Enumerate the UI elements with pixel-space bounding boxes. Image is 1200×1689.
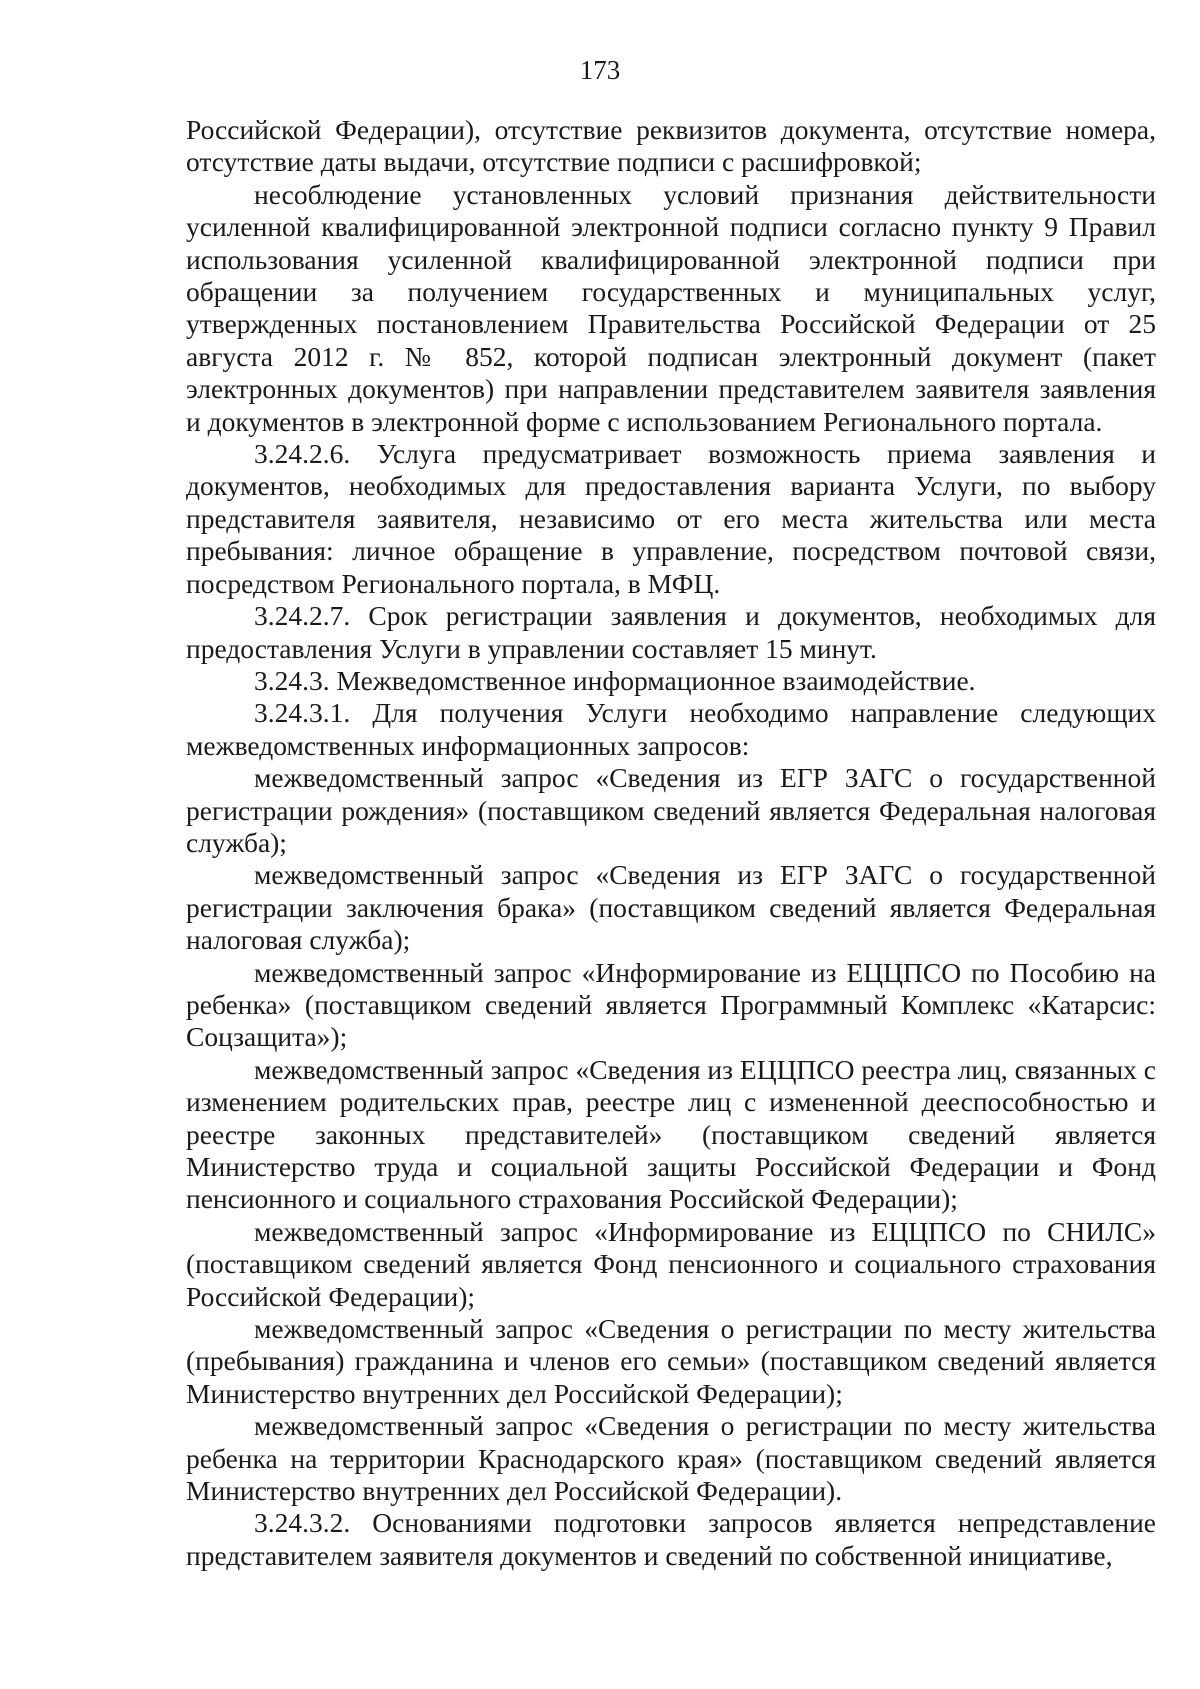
paragraph: межведомственный запрос «Информирование из ЕЦЦПСО по СНИЛС» (поставщиком сведений является Фонд пенсионного и социального страхования Российской Федерации); — [186, 1215, 1156, 1312]
paragraph: межведомственный запрос «Сведения из ЕЦЦПСО реестра лиц, связанных с изменением родительских прав, реестре лиц с измененной дееспособностью и реестре законных представителей» (поставщиком сведений является Министерство труда и социальной защиты Российской Федерации и Фонд пенсионного и социального страхования Российской Федерации); — [186, 1053, 1156, 1215]
paragraph: 3.24.3.1. Для получения Услуги необходимо направление следующих межведомственных информационных запросов: — [186, 697, 1156, 761]
paragraph: межведомственный запрос «Информирование из ЕЦЦПСО по Пособию на ребенка» (поставщиком сведений является Программный Комплекс «Катарсис: Соцзащита»); — [186, 956, 1156, 1053]
paragraph: межведомственный запрос «Сведения из ЕГР ЗАГС о государственной регистрации заключения брака» (поставщиком сведений является Федеральная налоговая служба); — [186, 859, 1156, 956]
paragraph: несоблюдение установленных условий признания действительности усиленной квалифицированной электронной подписи согласно пункту 9 Правил использования усиленной квалифицированной электронной подписи при обращении за получением государственных и муниципальных услуг, утвержденных постановлением Правительства Российской Федерации от 25 августа 2012 г. № 852, которой подписан электронный документ (пакет электронных документов) при направлении представителем заявителя заявления и документов в электронной форме с использованием Регионального портала. — [186, 178, 1156, 437]
paragraph: Российской Федерации), отсутствие реквизитов документа, отсутствие номера, отсутствие даты выдачи, отсутствие подписи с расшифровкой; — [186, 114, 1156, 178]
paragraph: 3.24.3.2. Основаниями подготовки запросов является непредставление представителем заявителя документов и сведений по собственной инициативе, — [186, 1507, 1156, 1571]
paragraph: межведомственный запрос «Сведения о регистрации по месту жительства ребенка на территории Краснодарского края» (поставщиком сведений является Министерство внутренних дел Российской Федерации). — [186, 1410, 1156, 1507]
page-number: 173 — [579, 55, 621, 85]
paragraph: 3.24.3. Межведомственное информационное взаимодействие. — [254, 664, 976, 696]
document-body — [186, 114, 1156, 1572]
paragraph: межведомственный запрос «Сведения из ЕГР ЗАГС о государственной регистрации рождения» (поставщиком сведений является Федеральная налоговая служба); — [186, 762, 1156, 858]
paragraph: 3.24.2.7. Срок регистрации заявления и документов, необходимых для предоставления Услуги в управлении составляет 15 минут. — [186, 600, 1156, 664]
paragraph: межведомственный запрос «Сведения о регистрации по месту жительства (пребывания) гражданина и членов его семьи» (поставщиком сведений является Министерство внутренних дел Российской Федерации); — [186, 1313, 1156, 1409]
paragraph: 3.24.2.6. Услуга предусматривает возможность приема заявления и документов, необходимых для предоставления варианта Услуги, по выбору представителя заявителя, независимо от его места жительства или места пребывания: личное обращение в управление, посредством почтовой связи, посредством Регионального портала, в МФЦ. — [186, 438, 1156, 599]
